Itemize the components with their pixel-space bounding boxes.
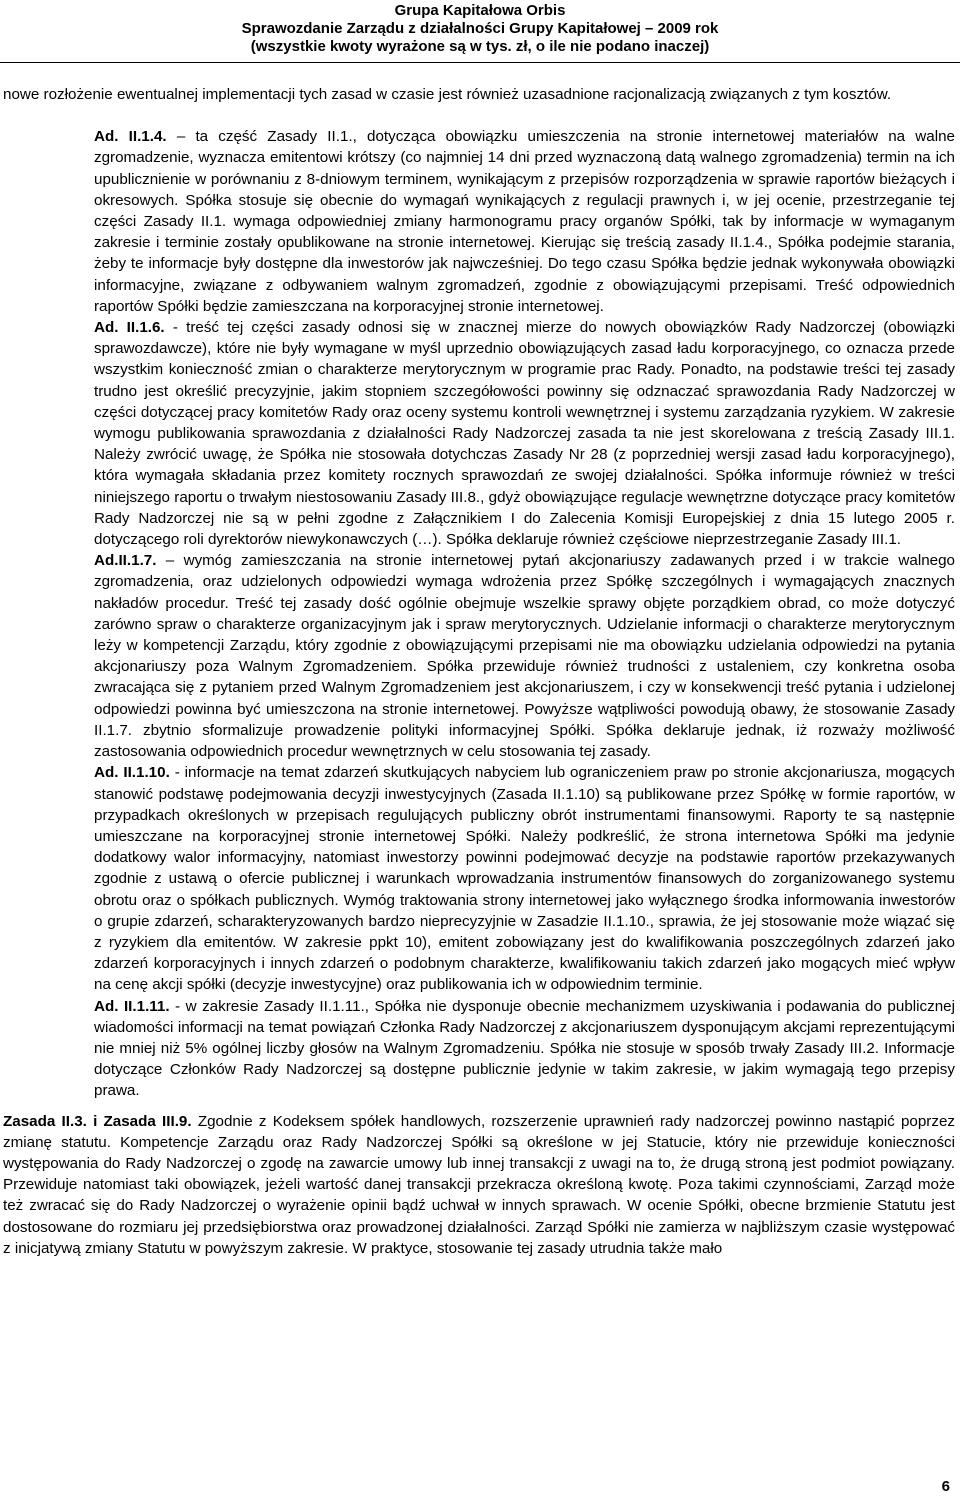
paragraph-text: – ta część Zasady II.1., dotycząca obowiązku umieszczenia na stronie internetowej materiałów na walne zgromadzenie, wyznacza emitentowi krótszy (co najmniej 14 dni przed wyznaczoną datą walnego zgromadzenia) termin na ich upublicznienie w porównaniu z 8-dniowym terminem, wynikającym z przepisów rozporządzenia w sprawie raportów bieżących i okresowych. Spółka stosuje się obecnie do wymagań wynikających z regulacji prawnych i, w jej ocenie, przestrzeganie tej części Zasady II.1. wymaga odpowiedniej zmiany harmonogramu pracy organów Spółki, tak by informacje w wymaganym zakresie i terminie zostały opublikowane na stronie internetowej. Kierując się treścią zasady II.1.4., Spółka podejmie starania, żeby te informacje były dostępne dla inwestorów jak najwcześniej. Do tego czasu Spółka będzie jednak wykonywała obowiązki informacyjne, związane z odbywaniem walnym zgromadzeń, zgodnie z obowiązującymi przepisami. Treść odpowiednich raportów Spółki będzie zamieszczana na korporacyjnej stronie internetowej.	[94, 128, 955, 315]
report-title: Sprawozdanie Zarządu z działalności Grupy Kapitałowej – 2009 rok	[241, 20, 719, 37]
paragraph-text: - treść tej części zasady odnosi się w znacznej mierze do nowych obowiązków Rady Nadzorczej (obowiązki sprawozdawcze), które nie były wymagane w myśl uprzednio obowiązujących zasad ładu korporacyjnego, co oznacza przede wszystkim konieczność zmian o charakterze merytorycznym w programie prac Rady. Ponadto, na podstawie treści tej zasady trudno jest określić precyzyjnie, jakim stopniem szczegółowości powinny się odznaczać sprawozdania Rady Nadzorczej w części dotyczącej pracy komitetów Rady oraz oceny systemu kontroli wewnętrznej i systemu zarządzania ryzykiem. W zakresie wymogu publikowania sprawozdania z działalności Rady Nadzorczej zasada ta nie jest skorelowana z treścią Zasady III.1. Należy zwrócić uwagę, że Spółka nie stosowała dotychczas Zasady Nr 28 (z poprzedniej wersji zasad ładu korporacyjnego), która wymagała składania przez komitety rocznych sprawozdań ze swojej działalności. Spółka informuje również w treści niniejszego raportu o trwałym niestosowaniu Zasady III.8., gdyż obowiązujące regulacje wewnętrzne dotyczące pracy komitetów Rady Nadzorczej nie są w pełni zgodne z Załącznikiem I do Zalecenia Komisji Europejskiej z dnia 15 lutego 2005 r. dotyczącego roli dyrektorów niewykonawczych (…). Spółka deklaruje również częściowe nieprzestrzeganie Zasady III.1.	[94, 319, 955, 549]
page-header	[0, 2, 960, 56]
header-divider	[0, 62, 960, 63]
paragraph-reference: Ad.II.1.7.	[94, 552, 157, 570]
paragraph-text: - w zakresie Zasady II.1.11., Spółka nie dysponuje obecnie mechanizmem uzyskiwania i podawania do publicznej wiadomości informacji na temat powiązań Członka Rady Nadzorczej z akcjonariuszem dysponującym akcjami reprezentującymi nie mniej niż 5% ogólnej liczby głosów na Walnym Zgromadzeniu. Spółka nie stosuje w sposób trwały Zasady III.2. Informacje dotyczące Członków Rady Nadzorczej są dostępne publicznie jedynie w takim zakresie, w jakim wymagają tego przepisy prawa.	[94, 997, 955, 1100]
intro-paragraph: nowe rozłożenie ewentualnej implementacji tych zasad w czasie jest również uzasadnione racjonalizacją związanych z tym kosztów.	[3, 86, 892, 103]
paragraph-text: - informacje na temat zdarzeń skutkujących nabyciem lub ograniczeniem praw po stronie akcjonariusza, mogących stanowić podstawę podejmowania decyzji inwestycyjnych (Zasada II.1.10) są publikowane przez Spółkę w formie raportów, w przypadkach określonych w przepisach regulujących publiczny obrót instrumentami finansowymi. Raporty te są następnie umieszczane na korporacyjnej stronie internetowej Spółki. Należy podkreślić, że strona internetowa Spółki ma jedynie dodatkowy walor informacyjny, natomiast inwestorzy powinni podejmować decyzje na podstawie raportów przekazywanych zgodnie z ustawą o ofercie publicznej i warunkach wprowadzania instrumentów finansowych do zorganizowanego systemu obrotu oraz o spółkach publicznych. Wymóg traktowania strony internetowej jako wyłącznego środka informowania inwestorów o grupie zdarzeń, scharakteryzowanych bardzo nieprecyzyjnie w Zasadzie II.1.10., sprawia, że jej stosowanie może wiązać się z ryzykiem dla emitentów. W zakresie ppkt 10), emitent zobowiązany jest do kwalifikowania poszczególnych zdarzeń jako zdarzeń korporacyjnych i innych zdarzeń o podobnym charakterze, kwalifikowaniu takich zdarzeń jako mogących mieć wpływ na cenę akcji spółki (decyzje inwestycyjne) oraz publikowania ich w odpowiednim terminie.	[94, 764, 955, 994]
paragraph-text: – wymóg zamieszczania na stronie internetowej pytań akcjonariuszy zadawanych przed i w trakcie walnego zgromadzenia, oraz udzielonych odpowiedzi wymaga wdrożenia przez Spółkę szczególnych i wymagających znacznych nakładów procedur. Treść tej zasady dość ogólnie obejmuje wszelkie sprawy objęte porządkiem obrad, co może dotyczyć zarówno spraw o charakterze organizacyjnym jak i spraw merytorycznych. Udzielanie informacji o charakterze merytorycznym leży w kompetencji Zarządu, który zgodnie z obowiązującymi przepisami nie ma obowiązku udzielania odpowiedzi na pytania akcjonariuszy poza Walnym Zgromadzeniem. Spółka przewiduje również trudności z ustaleniem, czy konkretna osoba zwracająca się z pytaniem przed Walnym Zgromadzeniem jest akcjonariuszem, i czy w konsekwencji treść pytania i udzielonej odpowiedzi powinna być umieszczona na stronie internetowej. Powyższe wątpliwości powodują obawy, że stosowanie Zasady II.1.7. zbytnio sformalizuje prowadzenie polityki informacyjnej Spółki. Spółka deklaruje jednak, iż rozważy możliwość zastosowania odpowiednich procedur wewnętrznych w celu stosowania tej zasady.	[94, 552, 955, 761]
paragraph-reference: Ad. II.1.10.	[94, 764, 170, 782]
paragraph-ad-ii-1-11	[94, 996, 955, 1102]
paragraph-ad-ii-1-4	[94, 126, 955, 317]
paragraph-reference: Ad. II.1.6.	[94, 319, 165, 337]
currency-note: (wszystkie kwoty wyrażone są w tys. zł, o ile nie podano inaczej)	[250, 38, 710, 55]
document-body	[0, 84, 960, 1259]
paragraph-ad-ii-1-6	[94, 317, 955, 550]
company-name: Grupa Kapitałowa Orbis	[394, 2, 566, 19]
paragraph-reference: Ad. II.1.11.	[94, 997, 170, 1015]
paragraph-text: Zgodnie z Kodeksem spółek handlowych, rozszerzenie uprawnień rady nadzorczej powinno nastąpić poprzez zmianę statutu. Kompetencje Zarządu oraz Rady Nadzorczej Spółki są określone w jej Statucie, który nie przewiduje konieczności występowania do Rady Nadzorczej o zgodę na zawarcie umowy lub innej transakcji z uwagi na to, że drugą stroną jest podmiot powiązany. Przewiduje natomiast taki obowiązek, jeżeli wartość danej transakcji przekracza określoną kwotę. Poza takimi czynnościami, Zarząd może też zwracać się do Rady Nadzorczej o wyrażenie opinii bądź uchwał w innych sprawach. W ocenie Spółki, obecne brzmienie Statutu jest dostosowane do rozmiaru jej przedsiębiorstwa oraz prowadzonej działalności. Zarząd Spółki nie zamierza w najbliższym czasie występować z inicjatywą zmiany Statutu w powyższym zakresie. W praktyce, stosowanie tej zasady utrudnia także mało	[3, 1112, 955, 1257]
page-number: 6	[941, 1478, 950, 1495]
paragraph-reference: Ad. II.1.4.	[94, 128, 167, 146]
paragraph-ad-ii-1-7	[94, 550, 955, 762]
paragraph-zasada-ii-3-iii-9	[3, 1111, 955, 1259]
paragraph-ad-ii-1-10	[94, 762, 955, 995]
paragraph-reference: Zasada II.3. i Zasada III.9.	[3, 1112, 192, 1130]
